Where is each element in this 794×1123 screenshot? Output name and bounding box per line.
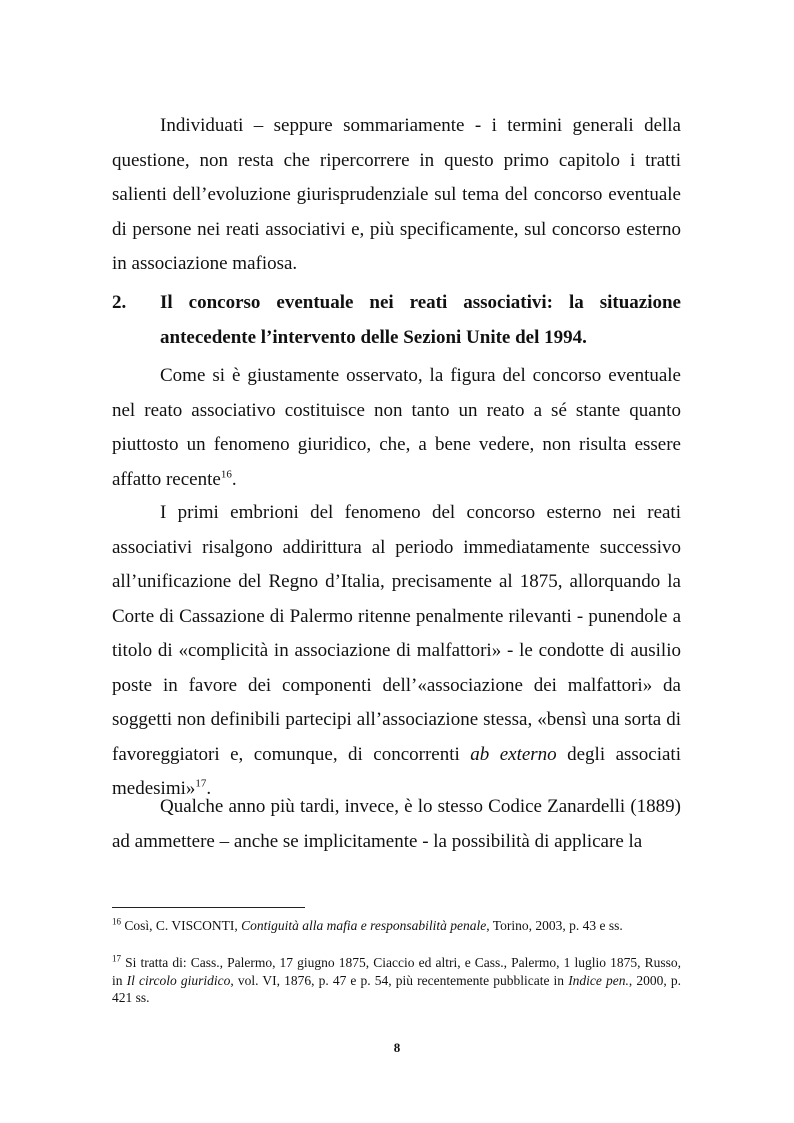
footnote-number: 17 (112, 953, 121, 964)
footnote-ref-16[interactable]: 16 (220, 468, 232, 481)
footnote-17: $^{17}$ Si tratta di: Cass., Palermo, 17 giugno 1875, Ciaccio ed altri, e Cass., Palermo, 1 luglio 1875, Russo, in Il circolo giuridico, vol. VI, 1876, p. 47 e p. 54, più recentemente pubblicate in Indice pen., 2000, p. 421 ss. (112, 953, 682, 1006)
body-paragraph-3: I primi embrioni del fenomeno del concorso esterno nei reati associativi risalgono addirittura al periodo immediatamente successivo all’unificazione del Regno d’Italia, precisamente al 1875, allorquando la Corte di Cassazione di Palermo ritenne penalmente rilevanti - punendole a titolo di «complicità in associazione di malfattori» - le condotte di ausilio poste in favore dei componenti dell’«associazione dei malfattori» da soggetti non definibili partecipi all’associazione stessa, «bensì una sorta di favoreggiatori e, comunque, di concorrenti ab externo degli associati medesimi»$^{17}$. (112, 502, 681, 799)
section-heading (112, 286, 681, 355)
section-title: Il concorso eventuale nei reati associativi: la situazione antecedente l’intervento delle Sezioni Unite del 1994. (160, 292, 681, 348)
body-paragraph-4: Qualche anno più tardi, invece, è lo stesso Codice Zanardelli (1889) ad ammettere – anche se implicitamente - la possibilità di applicare la (112, 796, 681, 852)
footnote-ref-17[interactable]: 17 (195, 777, 207, 790)
body-paragraph-2: Come si è giustamente osservato, la figura del concorso eventuale nel reato associativo costituisce non tanto un reato a sé stante quanto piuttosto un fenomeno giuridico, che, a bene vedere, non risulta essere affatto recente$^{16}$. (112, 365, 681, 490)
body-paragraph-1: Individuati – seppure sommariamente - i termini generali della questione, non resta che ripercorrere in questo primo capitolo i tratti salienti dell’evoluzione giurisprudenziale sul tema del concorso eventuale di persone nei reati associativi e, più specificamente, sul concorso esterno in associazione mafiosa. (112, 115, 681, 274)
footnote-separator (112, 907, 305, 908)
section-number: 2. (112, 292, 127, 313)
footnote-16: $^{16}$ Così, C. VISCONTI, Contiguità alla mafia e responsabilità penale, Torino, 2003, p. 43 e ss. (112, 916, 623, 933)
footnote-number: 16 (112, 916, 121, 927)
page-number: 8 (393, 1040, 401, 1055)
